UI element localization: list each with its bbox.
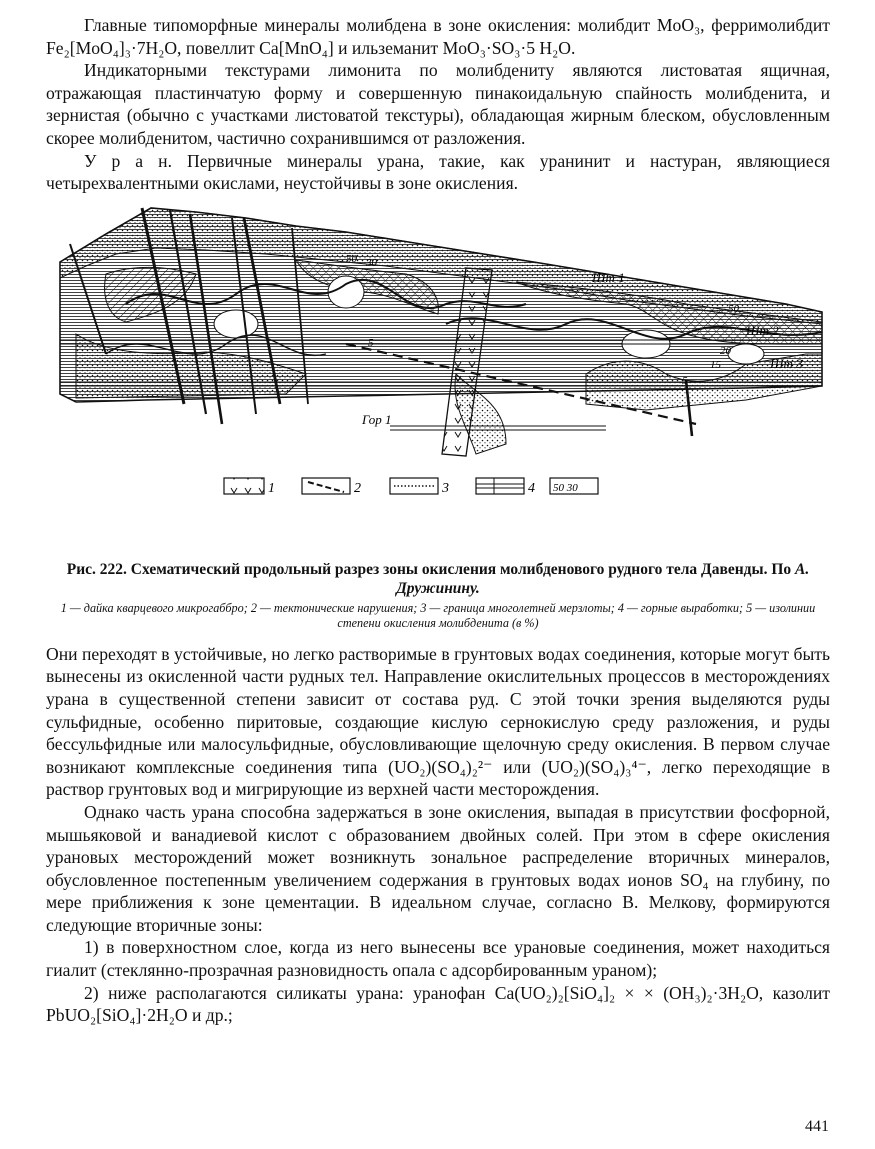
figure-legend-text: 1 — дайка кварцевого микрогаббро; 2 — тектонические нарушения; 3 — граница многолетней мерзлоты; 4 — горные выработки; 5 — изолинии степени окисления молибденита (в %) — [60, 600, 816, 630]
legend-isoline-sample: 50 30 — [553, 481, 578, 494]
lens-4 — [728, 344, 764, 364]
paragraph-zone-1: 1) в поверхностном слое, когда из него вынесены все урановые соединения, может находиться гиалит (стеклянно-прозрачная разновидность опала с адсорбированным ураном); — [46, 937, 830, 981]
cross-section-diagram — [46, 204, 830, 556]
legend — [224, 478, 598, 496]
legend-num-1: 1 — [268, 480, 275, 496]
paragraph-limonite-textures: Индикаторными текстурами лимонита по молибдениту являются листоватая ящичная, отражающая пластинчатую форму и совершенную пинакоидальную спайность молибденита, и зернистая (обычно с участками листоватой текстуры), обладающая жирным блеском, обусловленным скорее молибденитом, частично сохранившимся от разложения. — [46, 60, 830, 148]
legend-item-dyke — [224, 478, 275, 496]
lens-2 — [214, 310, 258, 338]
legend-item-fault — [302, 478, 361, 496]
paragraph-molybdenum-minerals: Главные типоморфные минералы молибдена в зоне окисления: молибдит MoO₃, ферримолибдит Fe₂[MoO₄]₃·7H₂O, повеллит Ca[MnO₄] и ильземанит MoO₃·SO₃·5 H₂O. — [46, 15, 830, 58]
legend-item-workings — [476, 478, 535, 496]
label-shaft-2: Шт 2 — [746, 322, 779, 338]
paragraph-zone-2: 2) ниже располагаются силикаты урана: уранофан Ca(UO₂)₂[SiO₄]₂ × × (OH₃)₂·3H₂O, казолит PbUO₂[SiO₄]·2H₂O и др.; — [46, 982, 830, 1026]
label-iso-30: 30 — [366, 256, 377, 269]
label-iso-50a: 50 — [346, 252, 357, 265]
caption-author: А. Дружинину. — [396, 560, 810, 597]
page-number: 441 — [805, 1118, 829, 1135]
figure-cross-section — [46, 204, 830, 556]
legend-num-4: 4 — [528, 480, 535, 496]
paragraph-uranium-retention: Однако часть урана способна задержаться в зоне окисления, выпадая в присутствии фосфорной, мышьяковой и ванадиевой кислот с образованием двойных солей. При этом в сфере окисления урановых месторождений может возникнуть зональное распределение вторичных минералов, обусловленное постепенным увеличением содержания в грунтовых водах ионов SO₄ на глубину, по мере приближения к зоне цементации. В идеальном случае, согласно В. Мелкову, формируются следующие вторичные зоны: — [46, 801, 830, 935]
label-shaft-1: Шт 1 — [592, 269, 625, 285]
label-iso-5a: 5 — [368, 336, 374, 349]
label-iso-50b: 50 — [728, 302, 739, 315]
figure-caption — [46, 560, 830, 598]
paragraph-uranium-intro: У р а н. Первичные минералы урана, такие, как уранинит и настуран, являющиеся четырехвалентными окислами, неустойчивы в зоне окисления. — [46, 150, 830, 194]
page-body — [46, 14, 830, 1027]
label-iso-20: 20 — [720, 344, 731, 357]
label-shaft-3: Шт 3 — [770, 355, 803, 371]
paragraph-uranium-compounds: Они переходят в устойчивые, но легко растворимые в грунтовых водах соединения, которые могут быть вынесены из окисленной части рудных тел. Направление окислительных процессов в месторождениях урана в существенной степени зависит от состава руд. С этой точки зрения выделяются руды сульфидные, особенно пиритовые, создающие кислую сернокислую среду разложения, и руды бессульфидные или малосульфидные, обусловливающие щелочную среду окисления. В первом случае возникают комплексные соединения типа (UO₂)(SO₄)₂²⁻ или (UO₂)(SO₄)₃⁴⁻, легко переходящие в раствор грунтовых вод и мигрирующие из верхней части месторождения. — [46, 643, 830, 800]
label-iso-15: 15 — [710, 358, 721, 371]
legend-item-permafrost — [390, 478, 449, 496]
label-adit: Гор 1 — [362, 411, 392, 427]
legend-num-2: 2 — [354, 480, 361, 496]
caption-text: Рис. 222. Схематический продольный разрез зоны окисления молибденового рудного тела Давенды. По — [66, 560, 796, 578]
label-iso-5b: 5 — [682, 374, 688, 387]
legend-item-isolines — [550, 478, 598, 494]
legend-num-3: 3 — [442, 480, 449, 496]
